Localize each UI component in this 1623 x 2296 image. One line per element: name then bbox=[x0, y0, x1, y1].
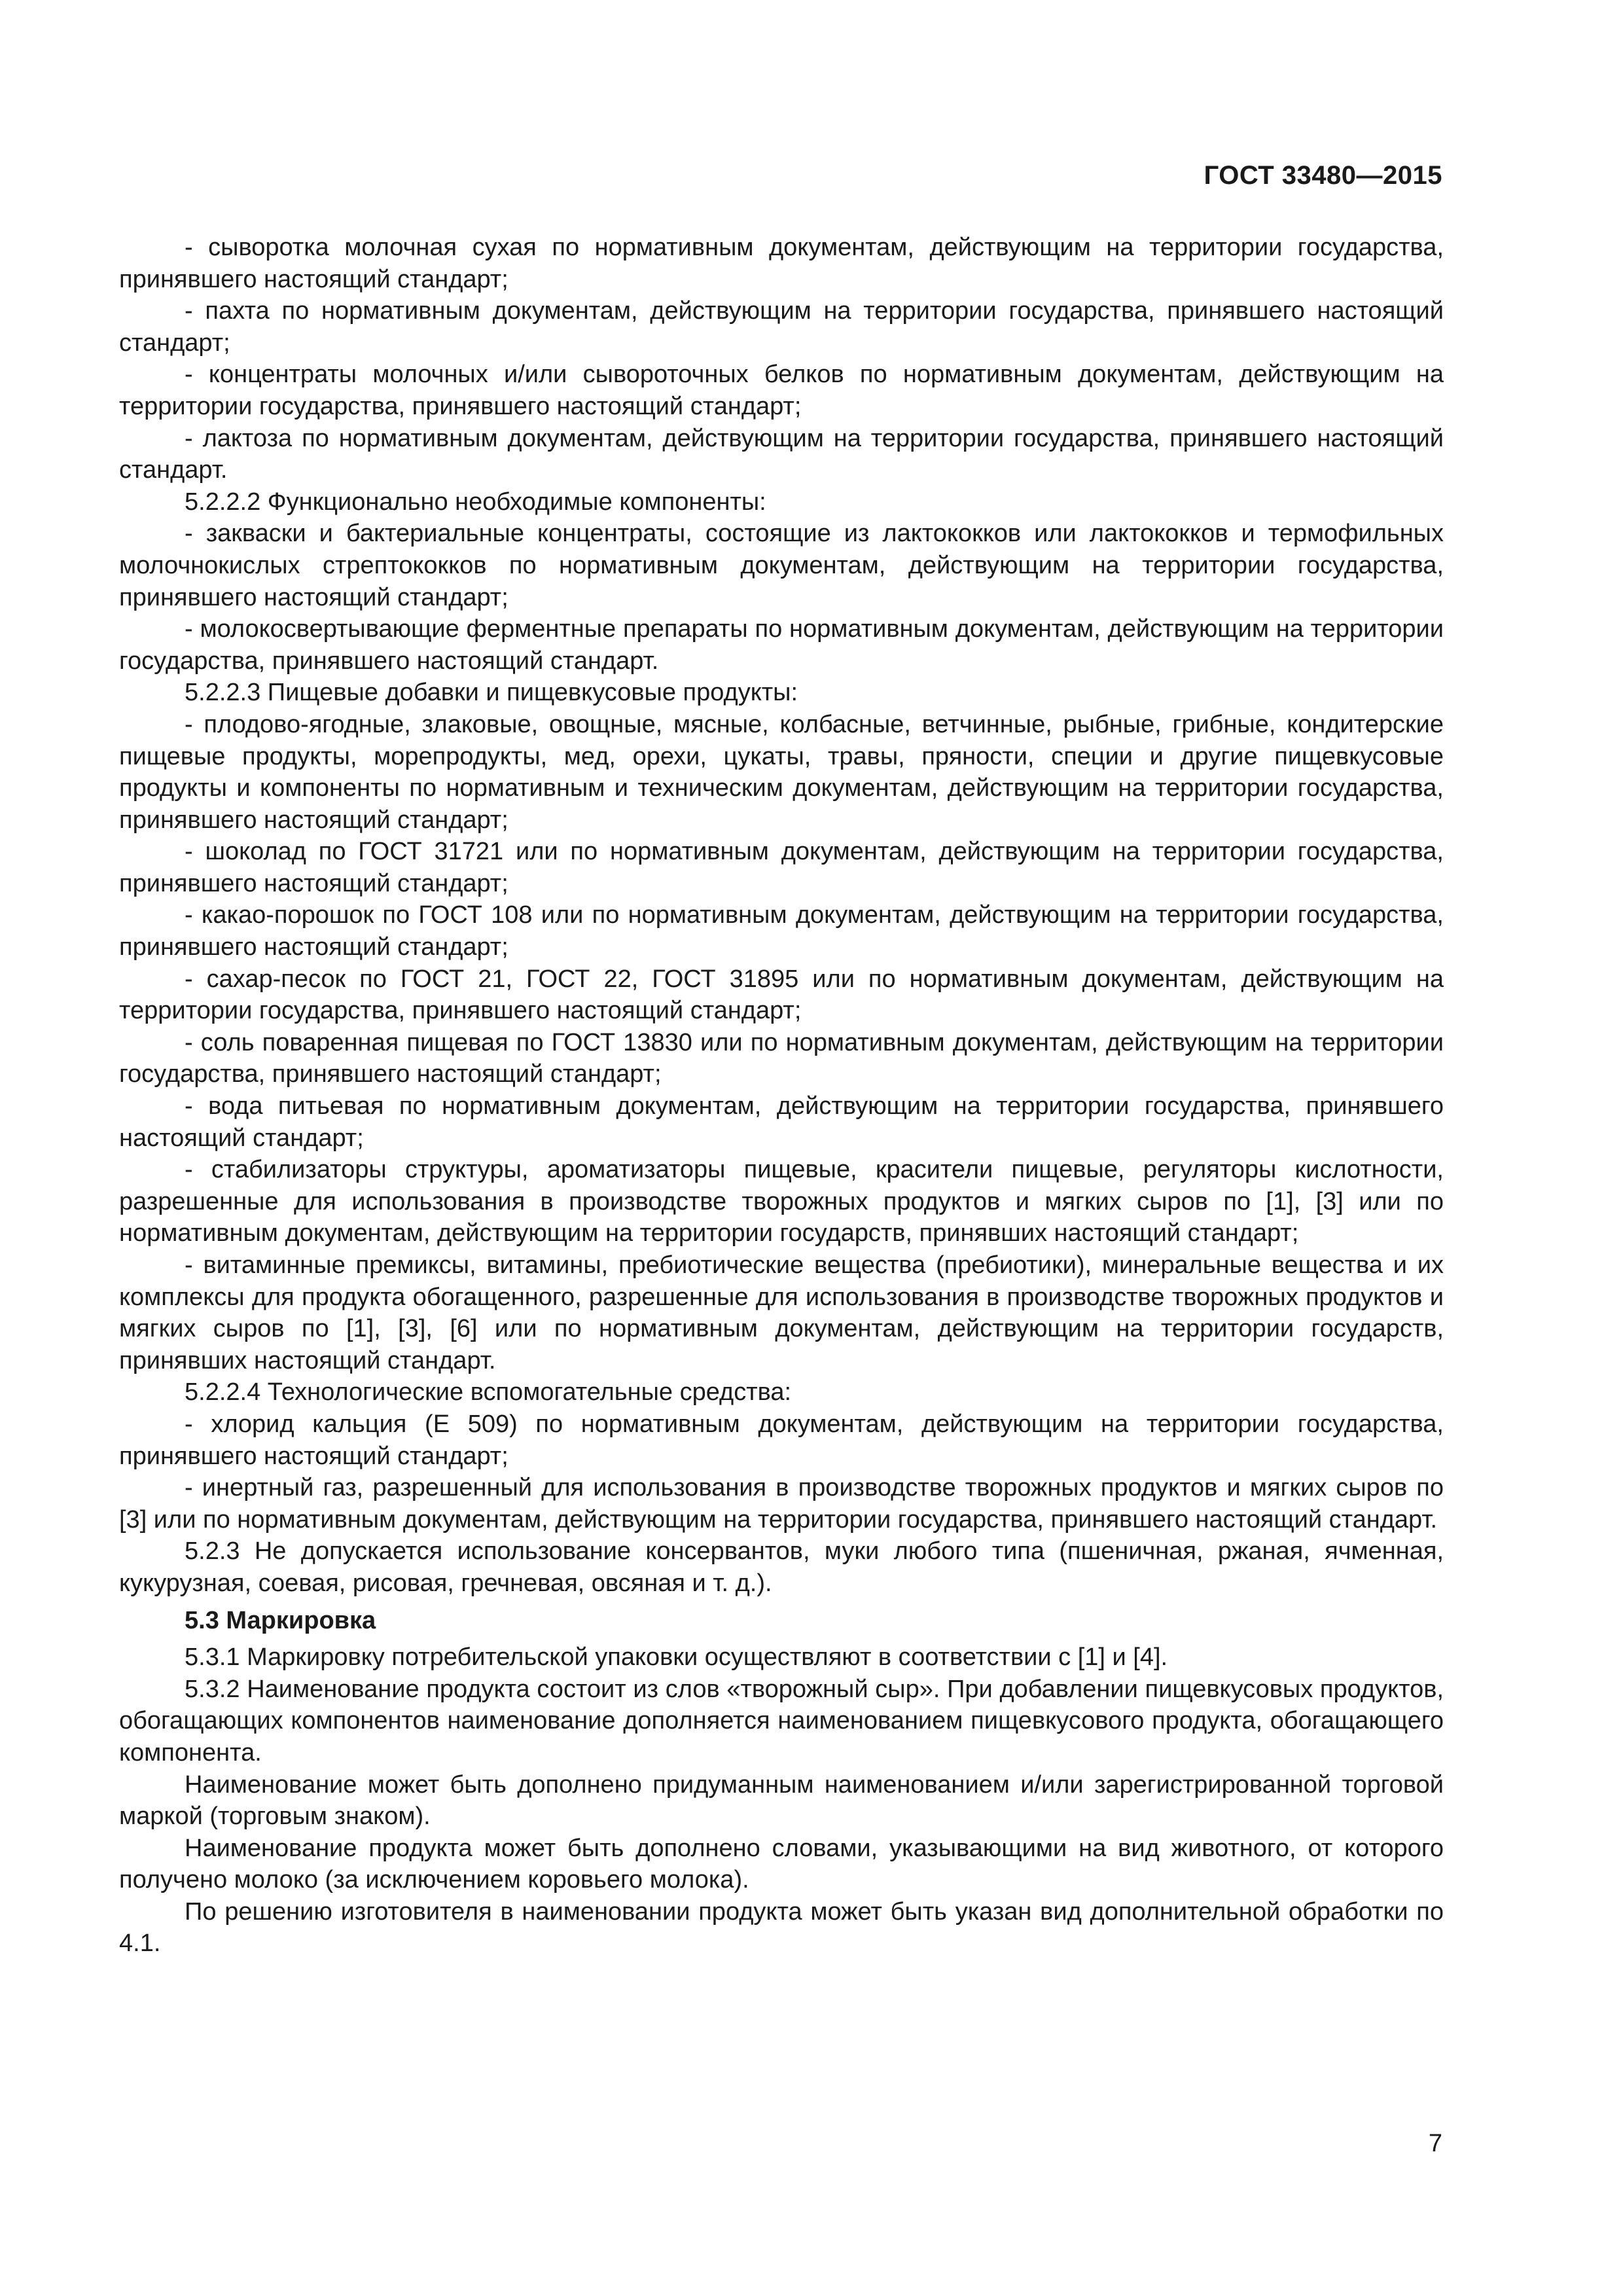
paragraph: - соль поваренная пищевая по ГОСТ 13830 или по нормативным документам, действующим на территории государства, принявшего настоящий стандарт; bbox=[119, 1028, 1444, 1088]
paragraph: - витаминные премиксы, витамины, пребиотические вещества (пребиотики), минеральные вещества и их комплексы для продукта обогащенного, разрешенные для использования в производстве творожных продуктов и мягких сыров по [1], [3], [6] или по нормативным документам, действующим на территории государств, принявших настоящий стандарт. bbox=[119, 1251, 1444, 1374]
paragraph: - шоколад по ГОСТ 31721 или по нормативным документам, действующим на территории государства, принявшего настоящий стандарт; bbox=[119, 838, 1444, 897]
paragraph: - хлорид кальция (Е 509) по нормативным документам, действующим на территории государства, принявшего настоящий стандарт; bbox=[119, 1410, 1444, 1470]
paragraph: 5.3.1 Маркировку потребительской упаковки осуществляют в соответствии с [1] и [4]. bbox=[185, 1643, 1168, 1672]
document-body bbox=[119, 232, 1444, 1960]
paragraph: - лактоза по нормативным документам, действующим на территории государства, принявшего настоящий стандарт. bbox=[119, 424, 1444, 484]
paragraph: 5.2.2.4 Технологические вспомогательные средства: bbox=[185, 1378, 792, 1407]
paragraph: - какао-порошок по ГОСТ 108 или по нормативным документам, действующим на территории государства, принявшего настоящий стандарт; bbox=[119, 901, 1444, 961]
paragraph: - закваски и бактериальные концентраты, состоящие из лактококков или лактококков и термофильных молочнокислых стрептококков по нормативным документам, действующим на территории государства, принявшего настоящий стандарт; bbox=[119, 520, 1444, 611]
paragraph: По решению изготовителя в наименовании продукта может быть указан вид дополнительной обработки по 4.1. bbox=[119, 1897, 1444, 1958]
paragraph: 5.2.3 Не допускается использование консервантов, муки любого типа (пшеничная, ржаная, ячменная, кукурузная, соевая, рисовая, гречневая, овсяная и т. д.). bbox=[119, 1537, 1444, 1597]
paragraph: - стабилизаторы структуры, ароматизаторы пищевые, красители пищевые, регуляторы кислотности, разрешенные для использования в производстве творожных продуктов и мягких сыров по [1], [3] или по нормативным документам, действующим на территории государств, принявших настоящий стандарт; bbox=[119, 1156, 1444, 1247]
page-number: 7 bbox=[1428, 2130, 1442, 2157]
paragraph: 5.2.2.2 Функционально необходимые компоненты: bbox=[185, 488, 766, 516]
paragraph: Наименование продукта может быть дополнено словами, указывающими на вид животного, от которого получено молоко (за исключением коровьего молока). bbox=[119, 1834, 1444, 1894]
section-heading: 5.3 Маркировка bbox=[185, 1606, 376, 1634]
paragraph: - вода питьевая по нормативным документам, действующим на территории государства, принявшего настоящий стандарт; bbox=[119, 1092, 1444, 1152]
document-header-code: ГОСТ 33480—2015 bbox=[1204, 161, 1442, 190]
paragraph: - плодово-ягодные, злаковые, овощные, мясные, колбасные, ветчинные, рыбные, грибные, кондитерские пищевые продукты, морепродукты, мед, орехи, цукаты, травы, пряности, специи и другие пищевкусовые продукты и компоненты по нормативным и техническим документам, действующим на территории государства, принявшего настоящий стандарт; bbox=[119, 710, 1444, 834]
paragraph: - сахар-песок по ГОСТ 21, ГОСТ 22, ГОСТ 31895 или по нормативным документам, действующим на территории государства, принявшего настоящий стандарт; bbox=[119, 965, 1444, 1025]
paragraph: - пахта по нормативным документам, действующим на территории государства, принявшего настоящий стандарт; bbox=[119, 297, 1444, 357]
paragraph: Наименование может быть дополнено придуманным наименованием и/или зарегистрированной торговой маркой (торговым знаком). bbox=[119, 1770, 1444, 1831]
paragraph: - сыворотка молочная сухая по нормативным документам, действующим на территории государства, принявшего настоящий стандарт; bbox=[119, 234, 1444, 293]
paragraph: - концентраты молочных и/или сывороточных белков по нормативным документам, действующим на территории государства, принявшего настоящий стандарт; bbox=[119, 361, 1444, 420]
paragraph: 5.3.2 Наименование продукта состоит из слов «творожный сыр». При добавлении пищевкусовых продуктов, обогащающих компонентов наименование дополняется наименованием пищевкусового продукта, обогащающего компонента. bbox=[119, 1675, 1444, 1767]
paragraph: - инертный газ, разрешенный для использования в производстве творожных продуктов и мягких сыров по [3] или по нормативным документам, действующим на территории государства, принявшего настоящий стандарт. bbox=[119, 1474, 1444, 1534]
paragraph: - молокосвертывающие ферментные препараты по нормативным документам, действующим на территории государства, принявшего настоящий стандарт. bbox=[119, 615, 1444, 675]
paragraph: 5.2.2.3 Пищевые добавки и пищевкусовые продукты: bbox=[185, 679, 798, 707]
